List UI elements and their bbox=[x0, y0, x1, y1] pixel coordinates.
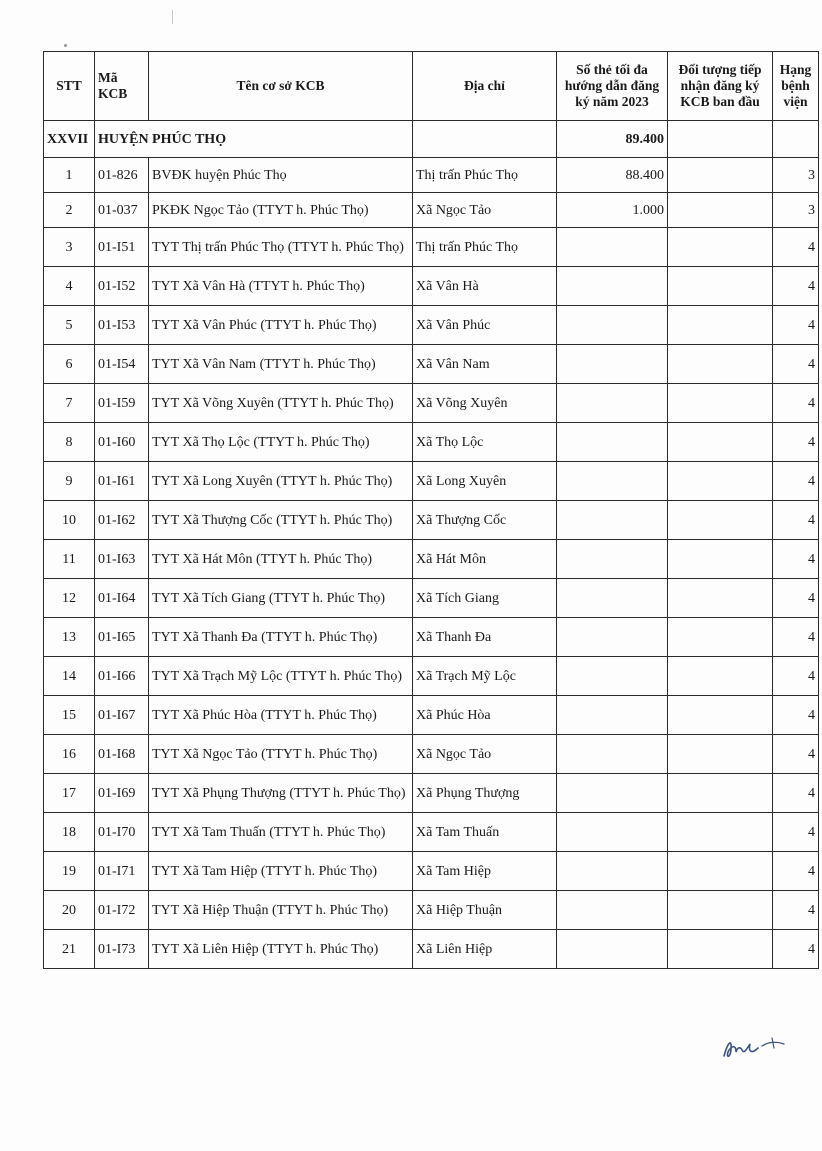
row-stt: 7 bbox=[44, 384, 95, 423]
row-ten-co-so: TYT Xã Hát Môn (TTYT h. Phúc Thọ) bbox=[149, 540, 413, 579]
row-stt: 9 bbox=[44, 462, 95, 501]
row-dia-chi: Xã Ngọc Tảo bbox=[413, 193, 557, 228]
row-stt: 8 bbox=[44, 423, 95, 462]
row-so-the bbox=[557, 228, 668, 267]
row-ma-kcb: 01-037 bbox=[95, 193, 149, 228]
row-ten-co-so: TYT Xã Võng Xuyên (TTYT h. Phúc Thọ) bbox=[149, 384, 413, 423]
row-hang: 4 bbox=[773, 540, 819, 579]
row-doi-tuong bbox=[668, 228, 773, 267]
row-ten-co-so: TYT Xã Tam Hiệp (TTYT h. Phúc Thọ) bbox=[149, 852, 413, 891]
row-ma-kcb: 01-I72 bbox=[95, 891, 149, 930]
row-hang: 4 bbox=[773, 423, 819, 462]
row-hang: 4 bbox=[773, 657, 819, 696]
row-hang: 4 bbox=[773, 735, 819, 774]
row-dia-chi: Thị trấn Phúc Thọ bbox=[413, 228, 557, 267]
table-row bbox=[44, 158, 819, 193]
row-dia-chi: Xã Liên Hiệp bbox=[413, 930, 557, 969]
row-stt: 11 bbox=[44, 540, 95, 579]
table-row bbox=[44, 540, 819, 579]
row-ten-co-so: TYT Xã Hiệp Thuận (TTYT h. Phúc Thọ) bbox=[149, 891, 413, 930]
row-stt: 1 bbox=[44, 158, 95, 193]
row-ma-kcb: 01-I68 bbox=[95, 735, 149, 774]
row-ma-kcb: 01-I64 bbox=[95, 579, 149, 618]
row-dia-chi: Xã Tích Giang bbox=[413, 579, 557, 618]
header-stt: STT bbox=[44, 52, 95, 121]
table-row bbox=[44, 774, 819, 813]
row-stt: 21 bbox=[44, 930, 95, 969]
row-stt: 12 bbox=[44, 579, 95, 618]
row-dia-chi: Xã Tam Hiệp bbox=[413, 852, 557, 891]
row-hang: 4 bbox=[773, 852, 819, 891]
row-dia-chi: Xã Thượng Cốc bbox=[413, 501, 557, 540]
row-ma-kcb: 01-I61 bbox=[95, 462, 149, 501]
row-ma-kcb: 01-I73 bbox=[95, 930, 149, 969]
row-so-the bbox=[557, 735, 668, 774]
row-stt: 17 bbox=[44, 774, 95, 813]
row-hang: 4 bbox=[773, 462, 819, 501]
row-hang: 4 bbox=[773, 228, 819, 267]
row-hang: 3 bbox=[773, 193, 819, 228]
row-so-the bbox=[557, 540, 668, 579]
row-stt: 18 bbox=[44, 813, 95, 852]
row-hang: 3 bbox=[773, 158, 819, 193]
header-so-the: Số thẻ tối đa hướng dẫn đăng ký năm 2023 bbox=[557, 52, 668, 121]
row-dia-chi: Xã Thanh Đa bbox=[413, 618, 557, 657]
header-hang: Hạng bệnh viện bbox=[773, 52, 819, 121]
row-hang: 4 bbox=[773, 384, 819, 423]
row-hang: 4 bbox=[773, 345, 819, 384]
group-total: 89.400 bbox=[557, 121, 668, 158]
row-dia-chi: Xã Phụng Thượng bbox=[413, 774, 557, 813]
row-stt: 13 bbox=[44, 618, 95, 657]
row-stt: 15 bbox=[44, 696, 95, 735]
group-target bbox=[668, 121, 773, 158]
row-hang: 4 bbox=[773, 306, 819, 345]
row-so-the bbox=[557, 384, 668, 423]
row-ma-kcb: 01-I67 bbox=[95, 696, 149, 735]
row-ma-kcb: 01-I51 bbox=[95, 228, 149, 267]
row-ma-kcb: 01-I66 bbox=[95, 657, 149, 696]
row-so-the bbox=[557, 696, 668, 735]
row-so-the bbox=[557, 267, 668, 306]
row-stt: 14 bbox=[44, 657, 95, 696]
row-stt: 20 bbox=[44, 891, 95, 930]
row-hang: 4 bbox=[773, 696, 819, 735]
row-dia-chi: Xã Trạch Mỹ Lộc bbox=[413, 657, 557, 696]
header-ten-co-so: Tên cơ sở KCB bbox=[149, 52, 413, 121]
table-row bbox=[44, 462, 819, 501]
row-ten-co-so: TYT Thị trấn Phúc Thọ (TTYT h. Phúc Thọ) bbox=[149, 228, 413, 267]
row-dia-chi: Xã Hát Môn bbox=[413, 540, 557, 579]
row-ma-kcb: 01-826 bbox=[95, 158, 149, 193]
row-doi-tuong bbox=[668, 306, 773, 345]
row-hang: 4 bbox=[773, 267, 819, 306]
row-so-the bbox=[557, 657, 668, 696]
row-dia-chi: Xã Phúc Hòa bbox=[413, 696, 557, 735]
row-dia-chi: Xã Hiệp Thuận bbox=[413, 891, 557, 930]
row-so-the bbox=[557, 774, 668, 813]
table-row bbox=[44, 579, 819, 618]
row-doi-tuong bbox=[668, 930, 773, 969]
row-so-the bbox=[557, 891, 668, 930]
row-ma-kcb: 01-I60 bbox=[95, 423, 149, 462]
group-rank bbox=[773, 121, 819, 158]
row-so-the bbox=[557, 462, 668, 501]
table-row bbox=[44, 813, 819, 852]
row-ten-co-so: TYT Xã Thọ Lộc (TTYT h. Phúc Thọ) bbox=[149, 423, 413, 462]
scan-dot bbox=[64, 44, 67, 47]
row-ten-co-so: TYT Xã Vân Hà (TTYT h. Phúc Thọ) bbox=[149, 267, 413, 306]
row-ma-kcb: 01-I54 bbox=[95, 345, 149, 384]
row-so-the bbox=[557, 306, 668, 345]
row-doi-tuong bbox=[668, 462, 773, 501]
row-ten-co-so: TYT Xã Ngọc Tảo (TTYT h. Phúc Thọ) bbox=[149, 735, 413, 774]
group-stt: XXVII bbox=[44, 121, 95, 158]
table-row bbox=[44, 423, 819, 462]
table-row bbox=[44, 930, 819, 969]
table-row bbox=[44, 852, 819, 891]
row-doi-tuong bbox=[668, 540, 773, 579]
row-hang: 4 bbox=[773, 618, 819, 657]
row-doi-tuong bbox=[668, 423, 773, 462]
row-hang: 4 bbox=[773, 930, 819, 969]
row-ten-co-so: TYT Xã Vân Phúc (TTYT h. Phúc Thọ) bbox=[149, 306, 413, 345]
header-dia-chi: Địa chỉ bbox=[413, 52, 557, 121]
row-ten-co-so: TYT Xã Phúc Hòa (TTYT h. Phúc Thọ) bbox=[149, 696, 413, 735]
row-stt: 3 bbox=[44, 228, 95, 267]
row-ten-co-so: TYT Xã Thanh Đa (TTYT h. Phúc Thọ) bbox=[149, 618, 413, 657]
row-ma-kcb: 01-I52 bbox=[95, 267, 149, 306]
row-so-the bbox=[557, 345, 668, 384]
row-ten-co-so: PKĐK Ngọc Tảo (TTYT h. Phúc Thọ) bbox=[149, 193, 413, 228]
row-so-the bbox=[557, 852, 668, 891]
row-doi-tuong bbox=[668, 618, 773, 657]
row-doi-tuong bbox=[668, 384, 773, 423]
row-ma-kcb: 01-I65 bbox=[95, 618, 149, 657]
kcb-registration-table bbox=[43, 51, 819, 969]
table-row bbox=[44, 891, 819, 930]
group-row bbox=[44, 121, 819, 158]
row-doi-tuong bbox=[668, 193, 773, 228]
row-doi-tuong bbox=[668, 774, 773, 813]
row-ma-kcb: 01-I63 bbox=[95, 540, 149, 579]
signature-image bbox=[718, 1032, 808, 1062]
row-doi-tuong bbox=[668, 657, 773, 696]
row-ten-co-so: TYT Xã Trạch Mỹ Lộc (TTYT h. Phúc Thọ) bbox=[149, 657, 413, 696]
row-stt: 4 bbox=[44, 267, 95, 306]
row-stt: 19 bbox=[44, 852, 95, 891]
row-ma-kcb: 01-I70 bbox=[95, 813, 149, 852]
header-doi-tuong: Đối tượng tiếp nhận đăng ký KCB ban đầu bbox=[668, 52, 773, 121]
row-dia-chi: Xã Long Xuyên bbox=[413, 462, 557, 501]
row-doi-tuong bbox=[668, 267, 773, 306]
row-ten-co-so: TYT Xã Tích Giang (TTYT h. Phúc Thọ) bbox=[149, 579, 413, 618]
row-stt: 16 bbox=[44, 735, 95, 774]
row-doi-tuong bbox=[668, 813, 773, 852]
row-ten-co-so: TYT Xã Thượng Cốc (TTYT h. Phúc Thọ) bbox=[149, 501, 413, 540]
row-doi-tuong bbox=[668, 852, 773, 891]
row-ten-co-so: TYT Xã Tam Thuấn (TTYT h. Phúc Thọ) bbox=[149, 813, 413, 852]
row-so-the bbox=[557, 501, 668, 540]
table-row bbox=[44, 345, 819, 384]
row-doi-tuong bbox=[668, 735, 773, 774]
row-doi-tuong bbox=[668, 579, 773, 618]
row-ma-kcb: 01-I53 bbox=[95, 306, 149, 345]
row-dia-chi: Xã Tam Thuấn bbox=[413, 813, 557, 852]
group-name: HUYỆN PHÚC THỌ bbox=[95, 121, 413, 158]
row-hang: 4 bbox=[773, 813, 819, 852]
row-ma-kcb: 01-I69 bbox=[95, 774, 149, 813]
row-ten-co-so: TYT Xã Long Xuyên (TTYT h. Phúc Thọ) bbox=[149, 462, 413, 501]
row-hang: 4 bbox=[773, 774, 819, 813]
row-hang: 4 bbox=[773, 579, 819, 618]
table-row bbox=[44, 267, 819, 306]
row-so-the bbox=[557, 423, 668, 462]
scan-mark bbox=[172, 10, 173, 24]
table-row bbox=[44, 696, 819, 735]
row-ma-kcb: 01-I59 bbox=[95, 384, 149, 423]
row-so-the bbox=[557, 813, 668, 852]
row-dia-chi: Xã Ngọc Tảo bbox=[413, 735, 557, 774]
row-doi-tuong bbox=[668, 501, 773, 540]
row-dia-chi: Xã Võng Xuyên bbox=[413, 384, 557, 423]
row-so-the bbox=[557, 930, 668, 969]
row-ten-co-so: TYT Xã Liên Hiệp (TTYT h. Phúc Thọ) bbox=[149, 930, 413, 969]
row-dia-chi: Thị trấn Phúc Thọ bbox=[413, 158, 557, 193]
row-ten-co-so: BVĐK huyện Phúc Thọ bbox=[149, 158, 413, 193]
row-doi-tuong bbox=[668, 891, 773, 930]
row-hang: 4 bbox=[773, 891, 819, 930]
row-doi-tuong bbox=[668, 158, 773, 193]
row-stt: 10 bbox=[44, 501, 95, 540]
table-header-row bbox=[44, 52, 819, 121]
table-row bbox=[44, 657, 819, 696]
table-row bbox=[44, 228, 819, 267]
row-so-the bbox=[557, 618, 668, 657]
row-stt: 6 bbox=[44, 345, 95, 384]
row-dia-chi: Xã Vân Phúc bbox=[413, 306, 557, 345]
table-row bbox=[44, 384, 819, 423]
table-row bbox=[44, 193, 819, 228]
row-ten-co-so: TYT Xã Phụng Thượng (TTYT h. Phúc Thọ) bbox=[149, 774, 413, 813]
row-ma-kcb: 01-I71 bbox=[95, 852, 149, 891]
row-stt: 5 bbox=[44, 306, 95, 345]
row-hang: 4 bbox=[773, 501, 819, 540]
row-so-the: 1.000 bbox=[557, 193, 668, 228]
row-dia-chi: Xã Thọ Lộc bbox=[413, 423, 557, 462]
row-ten-co-so: TYT Xã Vân Nam (TTYT h. Phúc Thọ) bbox=[149, 345, 413, 384]
row-doi-tuong bbox=[668, 345, 773, 384]
row-so-the bbox=[557, 579, 668, 618]
table-row bbox=[44, 735, 819, 774]
row-ma-kcb: 01-I62 bbox=[95, 501, 149, 540]
row-so-the: 88.400 bbox=[557, 158, 668, 193]
group-address bbox=[413, 121, 557, 158]
table-row bbox=[44, 618, 819, 657]
row-doi-tuong bbox=[668, 696, 773, 735]
header-ma-kcb: Mã KCB bbox=[95, 52, 149, 121]
row-stt: 2 bbox=[44, 193, 95, 228]
table-row bbox=[44, 306, 819, 345]
row-dia-chi: Xã Vân Hà bbox=[413, 267, 557, 306]
row-dia-chi: Xã Vân Nam bbox=[413, 345, 557, 384]
table-row bbox=[44, 501, 819, 540]
